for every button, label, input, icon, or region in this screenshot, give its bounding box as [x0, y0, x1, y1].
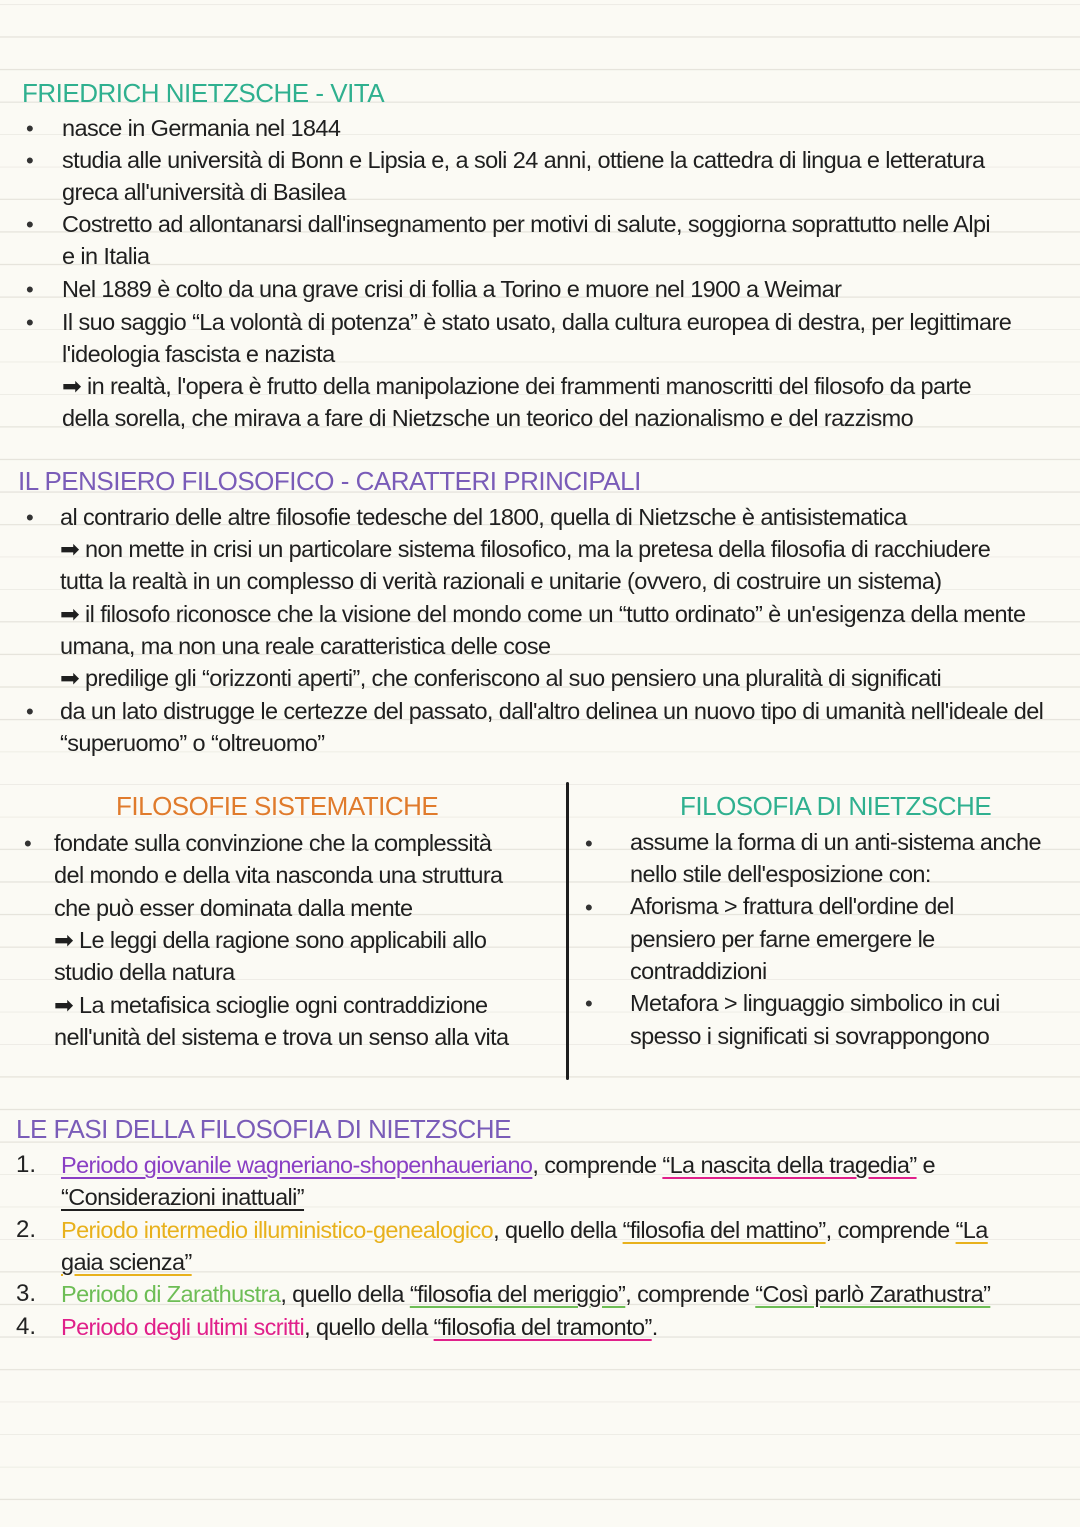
left-column-line: che può esser dominata dalla mente — [54, 895, 413, 921]
phase-text: , quello della — [493, 1217, 623, 1243]
phase-quote: “filosofia del mattino” — [622, 1217, 826, 1243]
pensiero-line: al contrario delle altre filosofie tedesche del 1800, quella di Nietzsche è antisistematica — [60, 504, 907, 530]
right-column-title: FILOSOFIA DI NIETZSCHE — [680, 791, 992, 821]
work-title: gaia scienza” — [61, 1249, 192, 1275]
left-column-title: FILOSOFIE SISTEMATICHE — [116, 791, 439, 821]
pensiero-line: umana, ma non una reale caratteristica delle cose — [60, 633, 551, 659]
phase-text: , comprende — [825, 1217, 956, 1243]
vita-line: Costretto ad allontanarsi dall'insegnamento per motivi di salute, soggiorna soprattutto nelle Alpi — [62, 211, 991, 237]
vita-line: greca all'università di Basilea — [62, 179, 346, 205]
list-number: 3. — [16, 1280, 37, 1307]
phase-line-1b — [61, 1181, 304, 1213]
right-column-line: Metafora > linguaggio simbolico in cui — [630, 990, 1000, 1016]
phase-line-1 — [61, 1149, 935, 1181]
vita-line: della sorella, che mirava a fare di Nietzsche un teorico del nazionalismo e del razzismo — [62, 405, 914, 431]
bullet-marker: • — [585, 895, 593, 920]
phase-text: , comprende — [625, 1281, 756, 1307]
section-title-vita: FRIEDRICH NIETZSCHE - VITA — [22, 78, 385, 108]
left-column-line: ➡ Le leggi della ragione sono applicabili allo — [54, 927, 487, 953]
right-column-line: Aforisma > frattura dell'ordine del — [630, 893, 954, 919]
phase-line-2 — [61, 1214, 988, 1246]
pensiero-line: ➡ il filosofo riconosce che la visione del mondo come un “tutto ordinato” è un'esigenza della mente — [60, 601, 1026, 627]
bullet-marker: • — [26, 699, 34, 724]
phase-quote: “filosofia del meriggio” — [409, 1281, 626, 1307]
left-column-line: nell'unità del sistema e trova un senso alla vita — [54, 1024, 509, 1050]
pensiero-line: ➡ non mette in crisi un particolare sistema filosofico, ma la pretesa della filosofia di racchiudere — [60, 536, 991, 562]
work-title: “La nascita della tragedia” — [662, 1152, 917, 1178]
phase-name: Periodo degli ultimi scritti — [61, 1314, 305, 1340]
bullet-marker: • — [26, 116, 34, 141]
phase-line-3 — [61, 1278, 990, 1310]
pensiero-line: da un lato distrugge le certezze del passato, dall'altro delinea un nuovo tipo di umanità nell'ideale del — [60, 698, 1044, 724]
vita-line: ➡ in realtà, l'opera è frutto della manipolazione dei frammenti manoscritti del filosofo da parte — [62, 373, 972, 399]
column-divider — [566, 782, 569, 1080]
phase-quote: “filosofia del tramonto” — [433, 1314, 652, 1340]
right-column-line: contraddizioni — [630, 958, 767, 984]
right-column-line: pensiero per farne emergere le — [630, 926, 935, 952]
phase-text: e — [916, 1152, 935, 1178]
bullet-marker: • — [26, 310, 34, 335]
right-column-line: spesso i significati si sovrappongono — [630, 1023, 990, 1049]
left-column-line: fondate sulla convinzione che la complessità — [54, 830, 492, 856]
bullet-marker: • — [26, 277, 34, 302]
vita-line: studia alle università di Bonn e Lipsia e, a soli 24 anni, ottiene la cattedra di lingua e letteratura — [62, 147, 985, 173]
list-number: 1. — [16, 1151, 37, 1178]
phase-line-2b — [61, 1246, 192, 1278]
phase-text: , quello della — [304, 1314, 434, 1340]
right-column-line: nello stile dell'esposizione con: — [630, 861, 931, 887]
pensiero-line: “superuomo” o “oltreuomo” — [60, 730, 325, 756]
right-column-line: assume la forma di un anti-sistema anche — [630, 829, 1041, 855]
vita-line: Nel 1889 è colto da una grave crisi di follia a Torino e muore nel 1900 a Weimar — [62, 276, 842, 302]
work-title: “Così parlò Zarathustra” — [755, 1281, 991, 1307]
vita-line: nasce in Germania nel 1844 — [62, 115, 341, 141]
phase-text: , comprende — [532, 1152, 663, 1178]
phase-text: , quello della — [280, 1281, 410, 1307]
bullet-marker: • — [585, 991, 593, 1016]
phase-text: . — [651, 1314, 658, 1340]
bullet-marker: • — [26, 212, 34, 237]
work-title: “La — [955, 1217, 988, 1243]
vita-line: e in Italia — [62, 243, 150, 269]
vita-line: l'ideologia fascista e nazista — [62, 341, 335, 367]
pensiero-line: tutta la realtà in un complesso di verità razionali e unitarie (ovvero, di costruire un sistema) — [60, 568, 942, 594]
list-number: 4. — [16, 1313, 37, 1340]
left-column-line: del mondo e della vita nasconda una struttura — [54, 862, 503, 888]
list-number: 2. — [16, 1216, 37, 1243]
phase-line-4 — [61, 1311, 658, 1343]
work-title: “Considerazioni inattuali” — [61, 1184, 305, 1210]
bullet-marker: • — [26, 505, 34, 530]
bullet-marker: • — [585, 831, 593, 856]
bullet-marker: • — [26, 148, 34, 173]
vita-line: Il suo saggio “La volontà di potenza” è stato usato, dalla cultura europea di destra, per legittimare — [62, 309, 1012, 335]
phase-name: Periodo intermedio illuministico-genealogico — [61, 1217, 494, 1243]
bullet-marker: • — [24, 831, 32, 856]
pensiero-line: ➡ predilige gli “orizzonti aperti”, che conferiscono al suo pensiero una pluralità di significati — [60, 665, 942, 691]
phase-name: Periodo di Zarathustra — [61, 1281, 281, 1307]
section-title-pensiero: IL PENSIERO FILOSOFICO - CARATTERI PRINCIPALI — [18, 466, 641, 496]
phase-name: Periodo giovanile wagneriano-shopenhaueriano — [61, 1152, 533, 1178]
left-column-line: ➡ La metafisica scioglie ogni contraddizione — [54, 992, 488, 1018]
left-column-line: studio della natura — [54, 959, 235, 985]
section-title-fasi: LE FASI DELLA FILOSOFIA DI NIETZSCHE — [16, 1114, 511, 1144]
